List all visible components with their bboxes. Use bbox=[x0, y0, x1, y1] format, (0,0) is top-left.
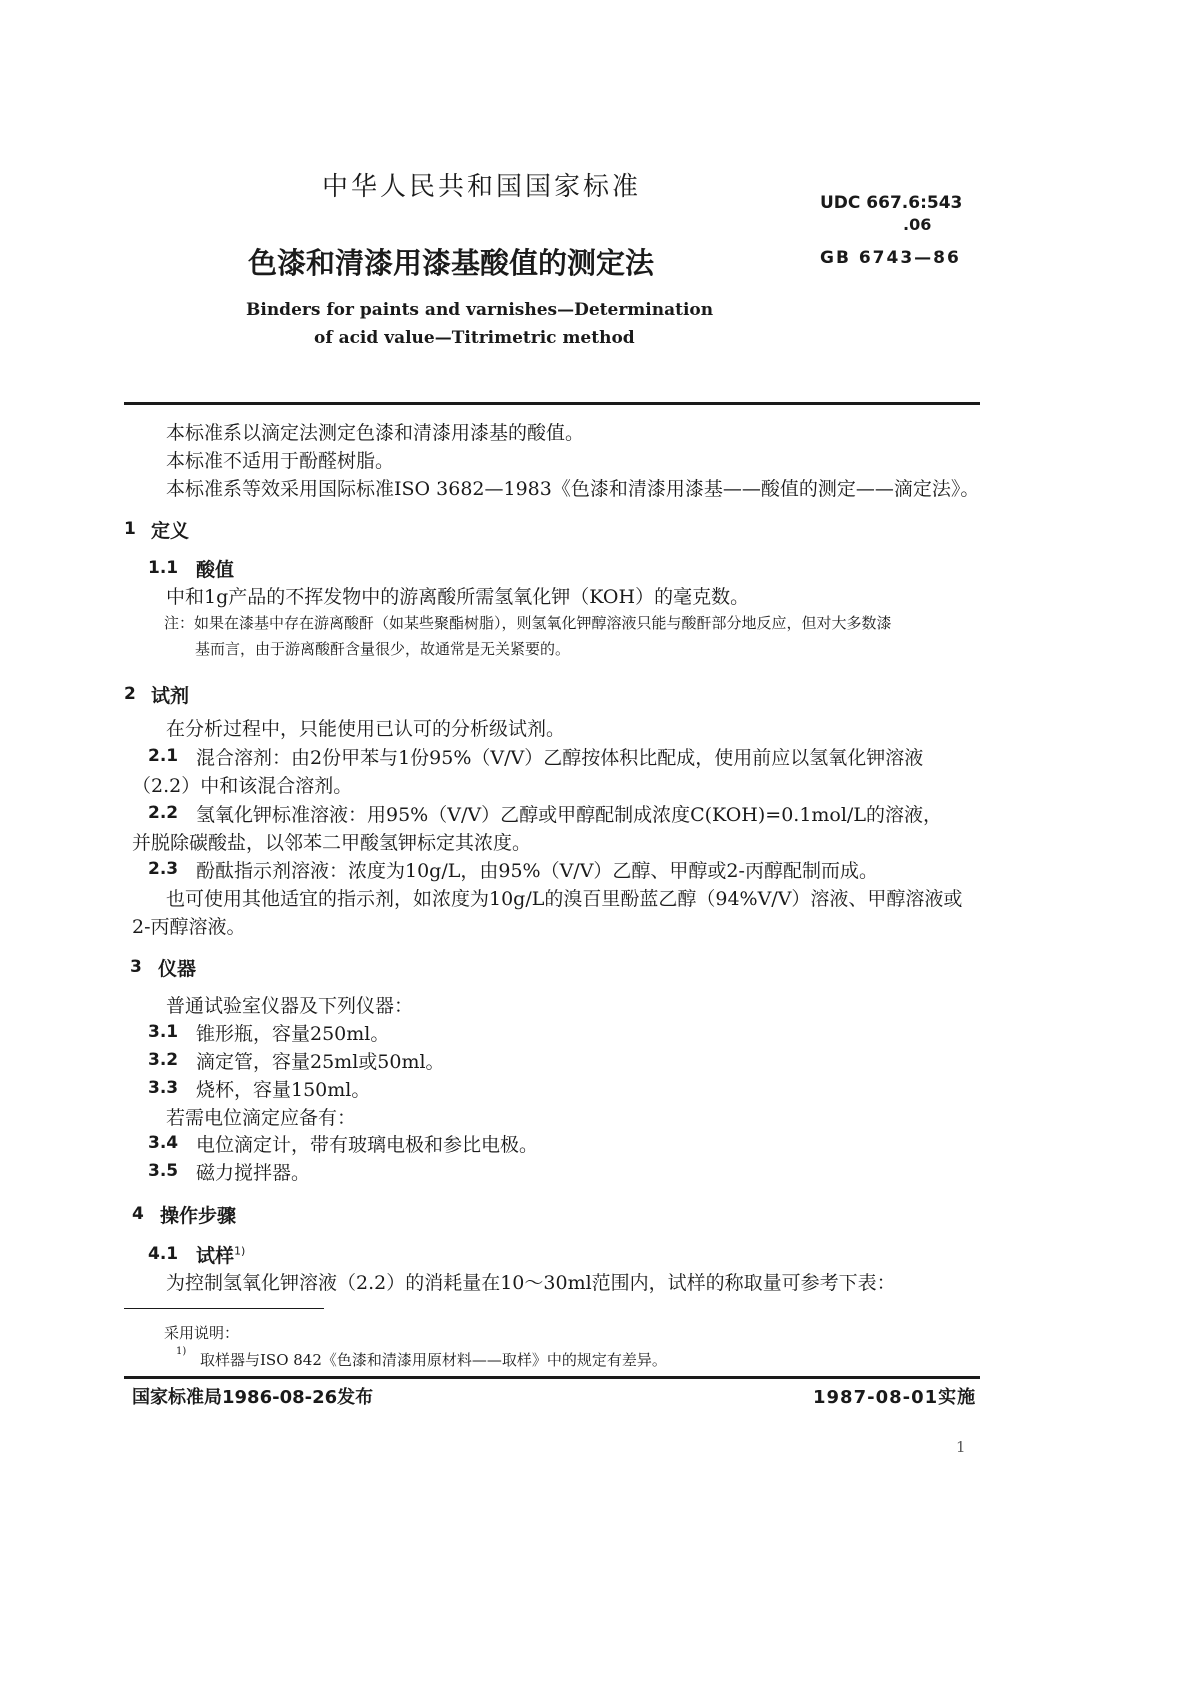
item-3-1-text: 锥形瓶，容量250ml。 bbox=[196, 1023, 390, 1045]
english-title-line2: of acid value—Titrimetric method bbox=[314, 328, 635, 348]
item-2-1-text: （2.2）中和该混合溶剂。 bbox=[132, 775, 353, 797]
apparatus-intro: 普通试验室仪器及下列仪器： bbox=[166, 995, 414, 1017]
subsection-1-1-number: 1.1 bbox=[148, 558, 179, 578]
subsection-4-1-title-text: 试样 bbox=[196, 1245, 235, 1267]
item-3-3-number: 3.3 bbox=[148, 1078, 179, 1098]
item-3-2-number: 3.2 bbox=[148, 1050, 179, 1070]
item-2-3-text: 2-丙醇溶液。 bbox=[132, 916, 246, 938]
section-2-title: 试剂 bbox=[151, 685, 190, 707]
footnote-text: 取样器与ISO 842《色漆和清漆用原材料——取样》中的规定有差异。 bbox=[200, 1351, 667, 1369]
issue-date: 国家标准局1986-08-26发布 bbox=[132, 1387, 374, 1408]
sample-text: 为控制氢氧化钾溶液（2.2）的消耗量在10～30ml范围内，试样的称取量可参考下表： bbox=[166, 1272, 896, 1294]
item-3-5-number: 3.5 bbox=[148, 1161, 179, 1181]
item-3-4-text: 电位滴定计，带有玻璃电极和参比电极。 bbox=[196, 1134, 539, 1156]
acid-value-definition: 中和1g产品的不挥发物中的游离酸所需氢氧化钾（KOH）的毫克数。 bbox=[166, 586, 750, 608]
subsection-1-1-title: 酸值 bbox=[196, 559, 235, 581]
item-3-3-text: 烧杯，容量150ml。 bbox=[196, 1079, 371, 1101]
document-title: 色漆和清漆用漆基酸值的测定法 bbox=[248, 246, 655, 280]
intro-paragraph: 本标准系等效采用国际标准ISO 3682—1983《色漆和清漆用漆基——酸值的测定——滴定法》。 bbox=[166, 478, 980, 500]
section-3-number: 3 bbox=[130, 957, 142, 977]
item-2-1-text: 混合溶剂：由2份甲苯与1份95%（V/V）乙醇按体积比配成，使用前应以氢氧化钾溶液 bbox=[196, 747, 924, 769]
section-1-title: 定义 bbox=[151, 520, 190, 542]
footnote-reference: 1) bbox=[234, 1244, 246, 1258]
effective-date: 1987-08-01实施 bbox=[813, 1387, 977, 1408]
note-line: 注：如果在漆基中存在游离酸酐（如某些聚酯树脂），则氢氧化钾醇溶液只能与酸酐部分地反应，但对大多数漆 bbox=[164, 614, 892, 632]
footnote-label: 采用说明： bbox=[164, 1324, 240, 1342]
gb-code: GB 6743—86 bbox=[820, 248, 961, 268]
item-2-2-text: 并脱除碳酸盐，以邻苯二甲酸氢钾标定其浓度。 bbox=[132, 832, 532, 854]
udc-code: UDC 667.6:543 bbox=[820, 193, 963, 213]
item-3-1-number: 3.1 bbox=[148, 1022, 179, 1042]
header-rule bbox=[124, 402, 980, 405]
section-1-number: 1 bbox=[124, 519, 136, 539]
section-3-title: 仪器 bbox=[158, 958, 197, 980]
item-2-1-number: 2.1 bbox=[148, 746, 179, 766]
item-3-4-number: 3.4 bbox=[148, 1133, 179, 1153]
potentiometric-note: 若需电位滴定应备有： bbox=[166, 1107, 357, 1129]
item-2-3-text: 酚酞指示剂溶液：浓度为10g/L，由95%（V/V）乙醇、甲醇或2-丙醇配制而成。 bbox=[196, 860, 878, 882]
section-4-number: 4 bbox=[132, 1204, 144, 1224]
page-number: 1 bbox=[956, 1438, 966, 1456]
item-2-2-text: 氢氧化钾标准溶液：用95%（V/V）乙醇或甲醇配制成浓度C(KOH)=0.1mol/L的溶液， bbox=[196, 804, 942, 826]
english-title-line1: Binders for paints and varnishes—Determination bbox=[246, 300, 714, 320]
subsection-4-1-number: 4.1 bbox=[148, 1244, 179, 1264]
item-2-3-text: 也可使用其他适宜的指示剂，如浓度为10g/L的溴百里酚蓝乙醇（94%V/V）溶液、甲醇溶液或 bbox=[166, 888, 963, 910]
footer-rule bbox=[124, 1376, 980, 1379]
section-2-number: 2 bbox=[124, 684, 136, 704]
item-2-3-number: 2.3 bbox=[148, 859, 179, 879]
item-3-2-text: 滴定管，容量25ml或50ml。 bbox=[196, 1051, 445, 1073]
note-line: 基而言，由于游离酸酐含量很少，故通常是无关紧要的。 bbox=[195, 640, 571, 658]
item-2-2-number: 2.2 bbox=[148, 803, 179, 823]
footnote-mark: 1) bbox=[176, 1346, 187, 1357]
national-standard-heading: 中华人民共和国国家标准 bbox=[322, 172, 642, 202]
intro-paragraph: 本标准系以滴定法测定色漆和清漆用漆基的酸值。 bbox=[166, 422, 585, 444]
footnote-separator bbox=[124, 1308, 324, 1309]
section-4-title: 操作步骤 bbox=[160, 1205, 237, 1227]
subsection-4-1-title bbox=[196, 1241, 245, 1268]
item-3-5-text: 磁力搅拌器。 bbox=[196, 1162, 311, 1184]
reagents-intro: 在分析过程中，只能使用已认可的分析级试剂。 bbox=[166, 718, 566, 740]
udc-code-suffix: .06 bbox=[903, 215, 932, 234]
intro-paragraph: 本标准不适用于酚醛树脂。 bbox=[166, 450, 395, 472]
